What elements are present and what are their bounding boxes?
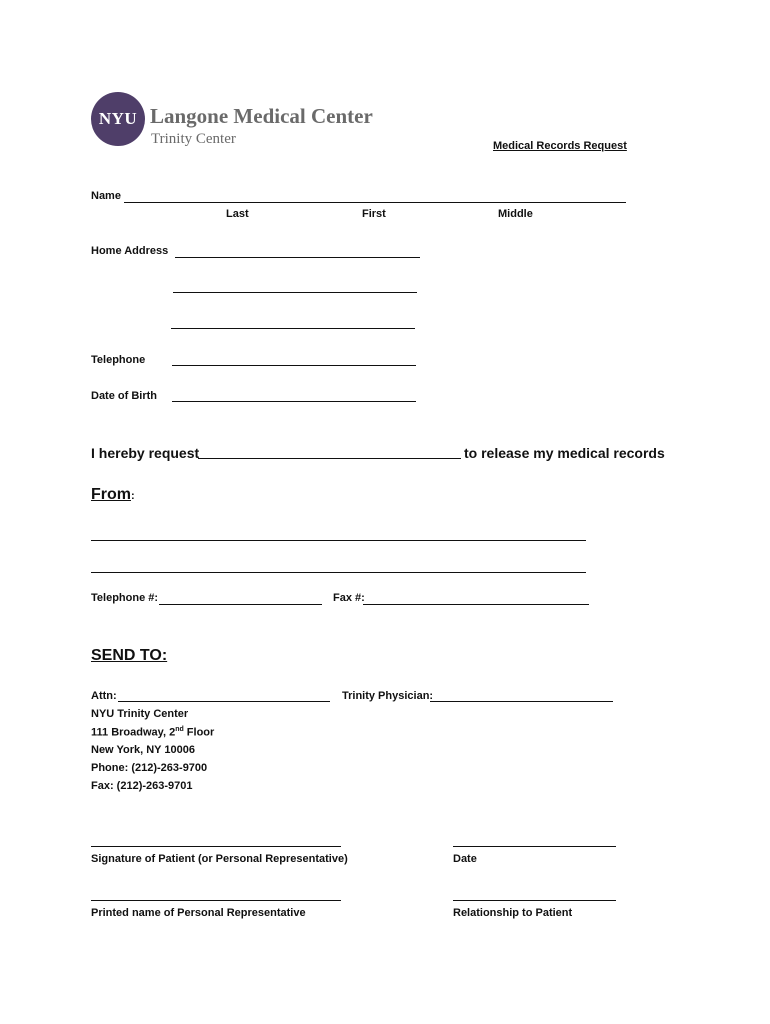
send-to-phone: Phone: (212)-263-9700 [91,762,208,774]
address-line-3[interactable] [171,328,415,329]
signature-label: Signature of Patient (or Personal Representative) [91,853,348,865]
attn-label: Attn: [91,690,117,702]
middle-caption: Middle [498,208,533,220]
telephone-field[interactable] [172,365,416,366]
from-telephone-label: Telephone #: [91,592,159,604]
send-to-heading: SEND TO: [91,647,168,664]
address-line-2[interactable] [173,292,417,293]
logo-subtitle: Trinity Center [151,131,236,147]
from-heading: From: [91,486,135,503]
printed-name-label: Printed name of Personal Representative [91,907,306,919]
first-caption: First [362,208,386,220]
signature-field[interactable] [91,846,341,847]
home-address-label: Home Address [91,245,169,257]
send-to-fax: Fax: (212)-263-9701 [91,780,193,792]
send-to-street: 111 Broadway, 2nd Floor [91,726,215,739]
relationship-field[interactable] [453,900,616,901]
send-to-city: New York, NY 10006 [91,744,195,756]
trinity-physician-field[interactable] [430,701,613,702]
relationship-label: Relationship to Patient [453,907,573,919]
request-prefix: I hereby request [91,445,200,461]
last-caption: Last [226,208,249,220]
nyu-logo-badge: NYU [91,92,145,146]
name-field[interactable] [124,202,626,203]
dob-label: Date of Birth [91,390,157,402]
logo-name: Langone Medical Center [150,104,373,128]
from-telephone-field[interactable] [159,604,322,605]
printed-name-field[interactable] [91,900,341,901]
request-suffix: to release my medical records [464,445,665,461]
attn-field[interactable] [118,701,330,702]
request-provider-field[interactable] [198,458,461,459]
date-label: Date [453,853,477,865]
name-label: Name [91,190,121,202]
form-title: Medical Records Request [493,140,627,152]
telephone-label: Telephone [91,354,146,366]
dob-field[interactable] [172,401,416,402]
from-fax-field[interactable] [363,604,589,605]
date-field[interactable] [453,846,616,847]
from-fax-label: Fax #: [333,592,365,604]
address-line-1[interactable] [175,257,420,258]
trinity-physician-label: Trinity Physician: [342,690,434,702]
from-line-2[interactable] [91,572,586,573]
from-line-1[interactable] [91,540,586,541]
send-to-org: NYU Trinity Center [91,708,189,720]
